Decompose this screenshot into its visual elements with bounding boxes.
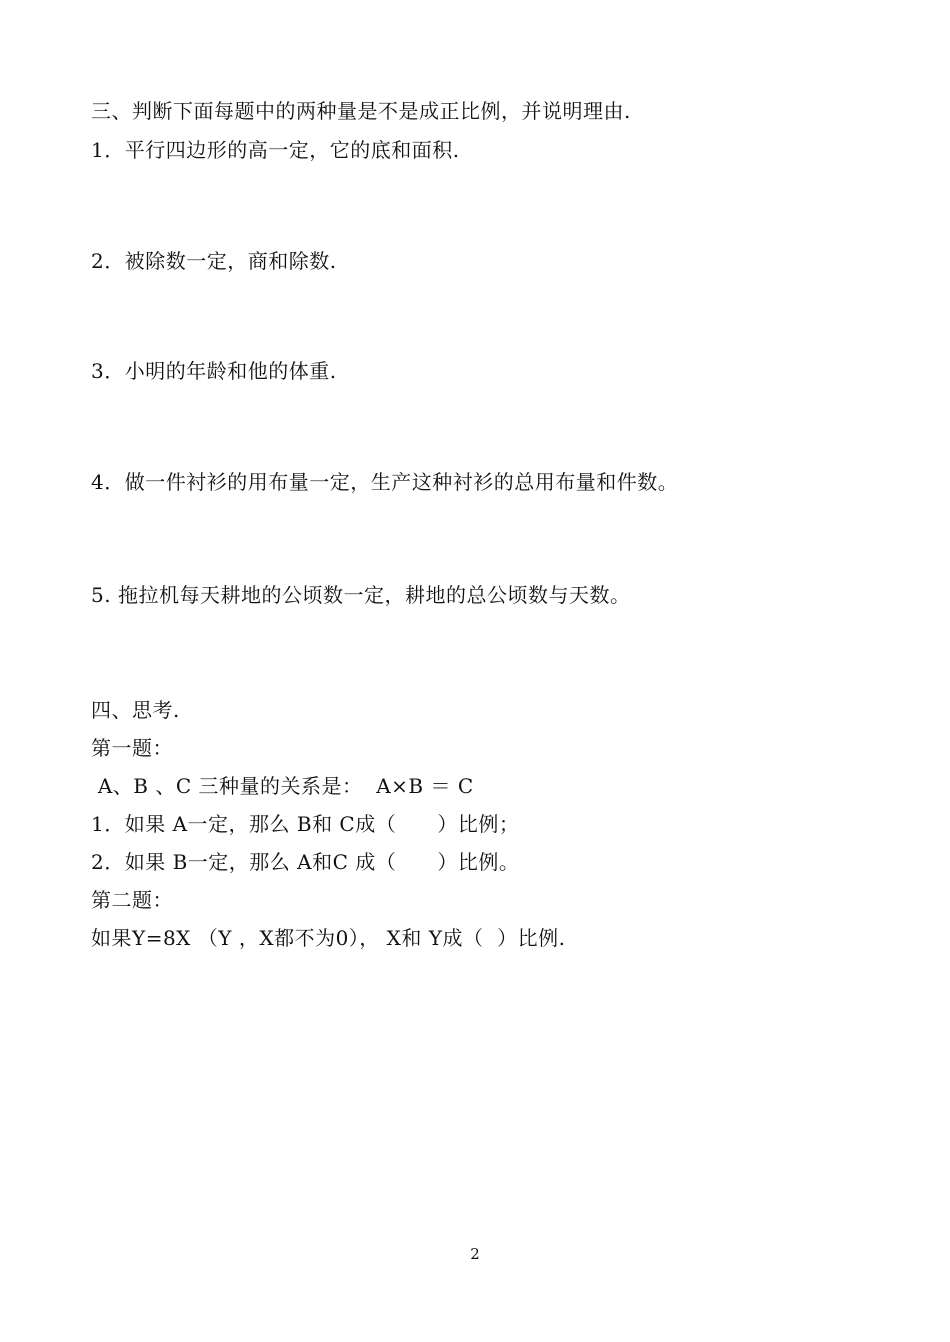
question-2-text: 如果Y=8X （Y ，X都不为0）， X和 Y成（ ）比例.	[91, 926, 566, 950]
question-1-item-2: 2．如果 B一定，那么 A和C 成（ ）比例。	[91, 850, 520, 874]
question-1-title: 第一题：	[91, 736, 173, 760]
page-number: 2	[470, 1245, 480, 1263]
question-item-5: 5. 拖拉机每天耕地的公顷数一定，耕地的总公顷数与天数。	[91, 583, 631, 607]
question-2-title: 第二题：	[91, 888, 173, 912]
question-1-relation: A、B 、C 三种量的关系是： A×B ＝ C	[91, 774, 474, 798]
section-4-heading: 四、思考.	[91, 698, 180, 722]
section-3-heading: 三、判断下面每题中的两种量是不是成正比例，并说明理由.	[91, 99, 631, 123]
question-item-1: 1．平行四边形的高一定，它的底和面积.	[91, 138, 460, 162]
question-item-2: 2．被除数一定，商和除数.	[91, 249, 337, 273]
question-1-item-1: 1．如果 A一定，那么 B和 C成（ ）比例；	[91, 812, 520, 836]
question-item-4: 4．做一件衬衫的用布量一定，生产这种衬衫的总用布量和件数。	[91, 470, 679, 494]
question-item-3: 3．小明的年龄和他的体重.	[91, 359, 337, 383]
